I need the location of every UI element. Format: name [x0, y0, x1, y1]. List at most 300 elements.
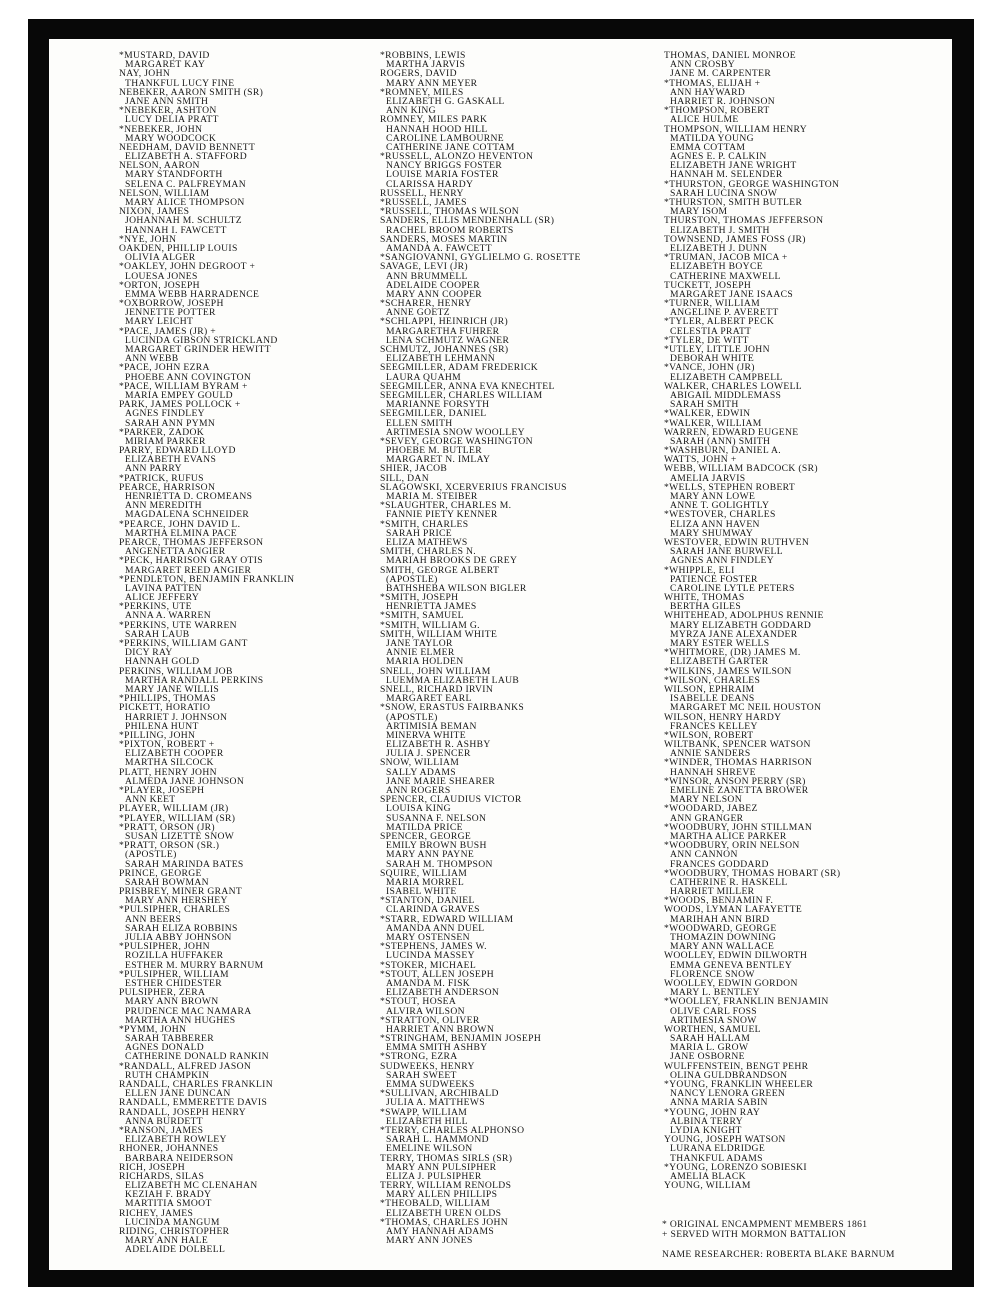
name-entry: ELLEN SMITH — [386, 417, 453, 429]
name-entry: HARRIET J. JOHNSON — [125, 711, 228, 723]
name-entry: BARBARA NEIDERSON — [125, 1152, 234, 1164]
name-entry: *UTLEY, LITTLE JOHN — [664, 344, 770, 355]
name-entry: ELIZABETH G. GASKALL — [386, 95, 505, 107]
name-entry: ELIZABETH BOYCE — [670, 261, 763, 273]
name-column-1 — [119, 51, 294, 1255]
name-entry: *PECK, HARRISON GRAY OTIS — [119, 555, 263, 567]
name-entry: MARY SHUMWAY — [670, 527, 754, 539]
name-entry: *PRATT, ORSON (JR) — [119, 821, 215, 833]
name-entry: MARY ANN HALE — [125, 1235, 209, 1247]
name-entry: SARAH BOWMAN — [125, 876, 209, 888]
name-entry: SARAH TABBERER — [125, 1033, 214, 1045]
name-entry: ELLEN JANE DUNCAN — [125, 1088, 231, 1100]
name-entry: JENNETTE POTTER — [125, 307, 216, 319]
name-entry: *YOUNG, JOHN RAY — [664, 1106, 761, 1118]
name-entry: OAKDEN, PHILLIP LOUIS — [119, 242, 238, 254]
name-entry: JULIA ABBY JOHNSON — [125, 932, 232, 943]
name-entry: MARY JANE WILLIS — [125, 683, 220, 695]
name-entry: ELIZABETH COOPER — [125, 748, 224, 760]
name-entry: PICKETT, HORATIO — [119, 702, 211, 714]
name-entry: RICH, JOSEPH — [119, 1161, 186, 1173]
name-entry: MATILDA YOUNG — [670, 132, 754, 144]
name-entry: ROZILLA HUFFAKER — [125, 950, 224, 962]
name-entry: MARY ANN BROWN — [125, 996, 219, 1008]
name-entry: DICY RAY — [125, 647, 173, 659]
name-entry: NIXON, JAMES — [119, 206, 190, 218]
name-entry: MARY ISOM — [670, 206, 728, 218]
name-entry: ALMEDA JANE JOHNSON — [125, 775, 245, 787]
name-entry: LUEMMA ELIZABETH LAUB — [386, 674, 520, 686]
name-entry: EMMA WEBB HARRADENCE — [125, 288, 260, 300]
name-entry: *MUSTARD, DAVID — [119, 50, 210, 61]
name-entry: CAROLINE LAMBOURNE — [386, 132, 504, 144]
name-entry: YOUNG, WILLIAM — [664, 1180, 751, 1192]
name-entry: ALVIRA WILSON — [386, 1005, 465, 1017]
name-entry: THURSTON, THOMAS JEFFERSON — [664, 215, 824, 227]
name-entry: ELIZABETH J. DUNN — [670, 242, 768, 254]
name-entry: *WILSON, ROBERT — [664, 729, 754, 741]
name-entry: RACHEL BROOM ROBERTS — [386, 224, 514, 236]
name-entry: ANNE T. GOLIGHTLY — [670, 500, 770, 512]
name-entry: ANN HAYWARD — [670, 86, 746, 98]
name-entry: RANDALL, JOSEPH HENRY — [119, 1106, 247, 1118]
name-entry: ANN KEET — [125, 794, 176, 806]
name-entry: ELIZABETH EVANS — [125, 454, 217, 466]
name-entry: KEZIAH F. BRADY — [125, 1189, 212, 1201]
name-entry: CATHERINE MAXWELL — [670, 270, 781, 282]
name-entry: SUSANNA F. NELSON — [386, 812, 487, 824]
name-entry: SARAH SWEET — [386, 1069, 457, 1081]
name-entry: *WOODBURY, THOMAS HOBART (SR) — [664, 867, 841, 879]
name-entry: ARTIMESIA SNOW WOOLLEY — [386, 426, 525, 438]
name-entry: *WILSON, CHARLES — [664, 674, 761, 686]
document-page — [49, 39, 952, 1270]
name-entry: MARY ANN WALLACE — [670, 941, 775, 953]
name-entry: *THURSTON, SMITH BUTLER — [664, 197, 803, 208]
footnotes — [662, 1220, 895, 1260]
name-entry: *TYLER, ALBERT PECK — [664, 316, 775, 328]
name-entry: ANGENETTA ANGIER — [125, 546, 226, 558]
name-entry: LOUISA KING — [386, 803, 451, 815]
name-entry: SNOW, WILLIAM — [380, 757, 460, 769]
name-entry: SMITH, WILLIAM WHITE — [380, 628, 498, 640]
name-entry: *THURSTON, GEORGE WASHINGTON — [664, 178, 840, 190]
name-entry: SILL, DAN — [380, 472, 429, 484]
name-entry: SEEGMILLER, CHARLES WILLIAM — [380, 389, 543, 401]
name-entry: PLATT, HENRY JOHN — [119, 766, 217, 778]
name-entry: WHITEHEAD, ADOLPHUS RENNIE — [664, 610, 824, 622]
name-entry: MARGARETHA FUHRER — [386, 325, 500, 337]
name-entry: MARY ANN HERSHEY — [125, 895, 228, 907]
name-entry: NANCY BRIGGS FOSTER — [386, 160, 503, 172]
name-entry: *WOODBURY, ORIN NELSON — [664, 840, 800, 852]
name-entry: *PATRICK, RUFUS — [119, 472, 204, 484]
name-entry: MARY ELIZABETH GODDARD — [670, 619, 812, 631]
name-entry: ANNA MARIA SABIN — [670, 1097, 768, 1109]
name-entry: WILSON, EPHRAIM — [664, 683, 755, 695]
name-entry: WOOLLEY, EDWIN DILWORTH — [664, 950, 808, 962]
name-entry: RHONER, JOHANNES — [119, 1143, 219, 1155]
name-entry: MARGARET KAY — [125, 59, 206, 71]
name-entry: OLIVIA ALGER — [125, 252, 196, 264]
name-entry: *RUSSELL, ALONZO HEVENTON — [380, 151, 534, 163]
name-entry: *SCHARER, HENRY — [380, 298, 472, 310]
name-entry: MATILDA PRICE — [386, 821, 463, 833]
name-entry: *NEBEKER, ASHTON — [119, 105, 217, 117]
name-entry: MARY OSTENSEN — [386, 932, 470, 943]
name-entry: ISABEL WHITE — [386, 886, 457, 898]
name-entry: WILTBANK, SPENCER WATSON — [664, 739, 811, 751]
name-entry: CELESTIA PRATT — [670, 325, 752, 337]
name-entry: RUTH CHAMPKIN — [125, 1069, 210, 1081]
name-entry: *TRUMAN, JACOB MICA + — [664, 252, 788, 264]
name-entry: MARY NELSON — [670, 794, 742, 806]
name-entry: MAGDALENA SCHNEIDER — [125, 509, 250, 521]
name-entry: *TYLER, DE WITT — [664, 334, 749, 346]
name-entry: ELIZA ANN HAVEN — [670, 518, 760, 530]
name-entry: AMELIA JARVIS — [670, 472, 746, 484]
name-entry: WORTHEN, SAMUEL — [664, 1023, 761, 1035]
name-entry: SARAH M. THOMPSON — [386, 858, 493, 870]
name-entry: *THOMAS, ELIJAH + — [664, 77, 761, 89]
name-entry: *SMITH, CHARLES — [380, 518, 469, 530]
name-entry: MARIA MORREL — [386, 876, 465, 888]
name-entry: FANNIE PIETY KENNER — [386, 509, 498, 521]
name-entry: *WESTOVER, CHARLES — [664, 509, 776, 521]
name-entry: LENA SCHMUTZ WAGNER — [386, 334, 510, 346]
name-entry: *PARKER, ZADOK — [119, 426, 205, 438]
name-entry: NEBEKER, AARON SMITH (SR) — [119, 86, 264, 98]
name-entry: *STEPHENS, JAMES W. — [380, 941, 487, 953]
name-entry: SUSAN LIZETTE SNOW — [125, 830, 235, 842]
name-entry: JANE TAYLOR — [386, 638, 453, 649]
name-entry: AMANDA ANN DUEL — [386, 922, 485, 934]
name-entry: MARGARET JANE ISAACS — [670, 288, 794, 300]
name-entry: *PACE, JOHN EZRA — [119, 362, 210, 374]
name-entry: RICHARDS, SILAS — [119, 1170, 205, 1182]
name-entry: DEBORAH WHITE — [670, 353, 755, 365]
name-entry: PATIENCE FOSTER — [670, 573, 758, 585]
name-entry: MARTITIA SMOOT — [125, 1198, 212, 1210]
name-entry: ELIZABETH R. ASHBY — [386, 739, 491, 751]
name-entry: *STANTON, DANIEL — [380, 895, 475, 907]
name-entry: *PYMM, JOHN — [119, 1023, 187, 1035]
name-entry: WULFFENSTEIN, BENGT PEHR — [664, 1060, 809, 1072]
name-entry: MARIA M. STEIBER — [386, 491, 478, 502]
name-entry: NANCY LENORA GREEN — [670, 1088, 786, 1100]
name-entry: AGNES ANN FINDLEY — [670, 555, 775, 567]
name-entry: JOHANNAH M. SCHULTZ — [125, 215, 242, 227]
name-entry: WILSON, HENRY HARDY — [664, 711, 782, 723]
name-entry: *SULLIVAN, ARCHIBALD — [380, 1088, 499, 1100]
name-entry: AGNES FINDLEY — [125, 408, 205, 420]
name-entry: EMMA GENEVA BENTLEY — [670, 959, 793, 971]
name-entry: PRUDENCE MAC NAMARA — [125, 1005, 252, 1017]
name-entry: WESTOVER, EDWIN RUTHVEN — [664, 536, 810, 548]
name-entry: *PLAYER, JOSEPH — [119, 785, 205, 796]
name-researcher-credit: NAME RESEARCHER: ROBERTA BLAKE BARNUM — [662, 1249, 895, 1260]
name-entry: *SMITH, SAMUEL — [380, 610, 464, 622]
legend-mormon-battalion: + SERVED WITH MORMON BATTALION — [662, 1229, 847, 1240]
name-entry: *STRATTON, OLIVER — [380, 1014, 480, 1026]
name-entry: WOOLLEY, EDWIN GORDON — [664, 977, 798, 989]
name-entry: WARREN, EDWARD EUGENE — [664, 426, 799, 438]
name-entry: AGNES E. P. CALKIN — [670, 151, 767, 163]
name-entry: *RANSON, JAMES — [119, 1124, 204, 1136]
name-entry: RIDING, CHRISTOPHER — [119, 1226, 230, 1237]
name-entry: *SWAPP, WILLIAM — [380, 1106, 468, 1118]
name-entry: MARTHA ELMINA PACE — [125, 527, 237, 539]
name-entry: NELSON, AARON — [119, 160, 200, 172]
name-entry: CATHERINE DONALD RANKIN — [125, 1051, 269, 1063]
name-entry: SARAH HALLAM — [670, 1033, 751, 1045]
name-entry: PHOEBE ANN COVINGTON — [125, 371, 252, 383]
name-entry: SEEGMILLER, DANIEL — [380, 408, 487, 420]
name-entry: *RANDALL, ALFRED JASON — [119, 1060, 252, 1072]
name-entry: *SLAUGHTER, CHARLES M. — [380, 500, 512, 512]
name-entry: WHITE, THOMAS — [664, 592, 745, 604]
name-entry: MARY ANN JONES — [386, 1235, 473, 1247]
name-entry: MARTHA JARVIS — [386, 59, 466, 71]
name-entry: ANN WEBB — [125, 353, 179, 365]
name-entry: ELIZABETH GARTER — [670, 656, 769, 668]
name-entry: SANDERS, ELLIS MENDENHALL (SR) — [380, 215, 555, 227]
name-entry: MARGARET EARL — [386, 693, 472, 705]
name-entry: JANE OSBORNE — [670, 1051, 745, 1063]
name-entry: LYDIA KNIGHT — [670, 1124, 742, 1136]
name-entry: FRANCES GODDARD — [670, 858, 769, 870]
name-entry: *THEOBALD, WILLIAM — [380, 1198, 491, 1210]
name-entry: THANKFUL ADAMS — [670, 1152, 763, 1164]
name-entry: ALBINA TERRY — [670, 1115, 744, 1127]
name-entry: *PULSIPHER, WILLIAM — [119, 968, 229, 980]
name-entry: *PACE, WILLIAM BYRAM + — [119, 380, 248, 392]
name-entry: *WELLS, STEPHEN ROBERT — [664, 481, 796, 493]
name-entry: MARTHA ALICE PARKER — [670, 830, 787, 842]
name-entry: AMELIA BLACK — [670, 1170, 746, 1182]
name-entry: EMELINE WILSON — [386, 1143, 473, 1155]
name-entry: MINERVA WHITE — [386, 729, 466, 741]
name-entry: ANN ROGERS — [386, 785, 451, 796]
name-entry: MARIHAH ANN BIRD — [670, 913, 770, 925]
name-entry: MARY ANN LOWE — [670, 491, 756, 502]
name-entry: *SNOW, ERASTUS FAIRBANKS — [380, 702, 525, 714]
name-entry: BERTHA GILES — [670, 601, 742, 613]
name-entry: SQUIRE, WILLIAM — [380, 867, 468, 879]
name-entry: LAVINA PATTEN — [125, 582, 202, 594]
name-entry: MIRIAM PARKER — [125, 435, 206, 447]
name-entry: *YOUNG, LORENZO SOBIESKI — [664, 1161, 807, 1173]
name-entry: *RUSSELL, THOMAS WILSON — [380, 206, 520, 218]
name-entry: *STOUT, HOSEA — [380, 996, 457, 1008]
name-entry: *WOODBURY, JOHN STILLMAN — [664, 821, 813, 833]
name-entry: ABIGAIL MIDDLEMASS — [670, 389, 782, 401]
name-entry: THANKFUL LUCY FINE — [125, 77, 235, 89]
name-entry: HENRIETTA D. CROMEANS — [125, 491, 253, 502]
name-column-2 — [380, 51, 581, 1245]
name-entry: MARY ESTER WELLS — [670, 638, 770, 649]
name-entry: *NEBEKER, JOHN — [119, 123, 203, 135]
name-entry: JULIA J. SPENCER — [386, 748, 471, 760]
name-entry: *PILLING, JOHN — [119, 729, 196, 741]
name-entry: PRINCE, GEORGE — [119, 867, 202, 879]
name-entry: EMMA SUDWEEKS — [386, 1079, 475, 1090]
name-entry: *TURNER, WILLIAM — [664, 298, 761, 310]
name-entry: JULIA A. MATTHEWS — [386, 1097, 485, 1109]
name-entry: CLARISSA HARDY — [386, 178, 474, 190]
name-entry: *PERKINS, WILLIAM GANT — [119, 638, 248, 649]
name-entry: *PACE, JAMES (JR) + — [119, 325, 217, 337]
name-entry: ALICE HULME — [670, 114, 739, 126]
name-entry: ARTIMESIA SNOW — [670, 1014, 757, 1026]
name-entry: FLORENCE SNOW — [670, 968, 755, 980]
name-entry: WALKER, CHARLES LOWELL — [664, 380, 802, 392]
name-entry: *PERKINS, UTE WARREN — [119, 619, 237, 631]
name-entry: MARY ANN MEYER — [386, 77, 478, 89]
name-entry: *ROMNEY, MILES — [380, 86, 464, 98]
name-entry: ELIZABETH JANE WRIGHT — [670, 160, 797, 172]
name-entry: CATHERINE JANE COTTAM — [386, 141, 515, 153]
name-entry: HARRIET MILLER — [670, 886, 755, 898]
name-entry: RICHEY, JAMES — [119, 1207, 194, 1219]
name-entry: HARRIET ANN BROWN — [386, 1023, 495, 1035]
name-entry: HANNAH SHREVE — [670, 766, 756, 778]
name-entry: WOODS, LYMAN LAFAYETTE — [664, 904, 803, 916]
name-entry: TOWNSEND, JAMES FOSS (JR) — [664, 233, 806, 245]
name-entry: *WASHBURN, DANIEL A. — [664, 445, 781, 457]
name-entry: *RUSSELL, JAMES — [380, 197, 467, 208]
name-entry: PARRY, EDWARD LLOYD — [119, 445, 236, 457]
name-entry: YOUNG, JOSEPH WATSON — [664, 1134, 786, 1146]
name-entry: LURANA ELDRIDGE — [670, 1143, 766, 1155]
name-entry: MARGARET MC NEIL HOUSTON — [670, 702, 822, 714]
name-entry: HANNAH I. FAWCETT — [125, 224, 227, 236]
name-entry: LUCINDA MASSEY — [386, 950, 475, 962]
name-entry: ANNE GOETZ — [386, 307, 450, 319]
name-entry: ANN PARRY — [125, 463, 182, 475]
name-entry: *VANCE, JOHN (JR) — [664, 362, 755, 374]
name-entry: ALICE JEFFERY — [125, 592, 200, 604]
name-entry: *PULSIPHER, CHARLES — [119, 904, 231, 916]
name-entry: MARIA EMPEY GOULD — [125, 389, 233, 401]
name-entry: SPENCER, GEORGE — [380, 830, 472, 842]
name-entry: SARAH MARINDA BATES — [125, 858, 244, 870]
name-entry: RUSSELL, HENRY — [380, 187, 464, 199]
name-entry: CAROLINE LYTLE PETERS — [670, 582, 795, 594]
name-entry: TUCKETT, JOSEPH — [664, 279, 752, 291]
name-entry: NAY, JOHN — [119, 68, 171, 80]
name-entry: *TERRY, CHARLES ALPHONSO — [380, 1124, 525, 1136]
name-entry: *THOMPSON, ROBERT — [664, 105, 770, 117]
name-entry: *WOOLLEY, FRANKLIN BENJAMIN — [664, 996, 829, 1008]
name-entry: PHOEBE M. BUTLER — [386, 445, 482, 457]
name-entry: ELIZABETH HILL — [386, 1115, 468, 1127]
name-entry: BATHSHEBA WILSON BIGLER — [386, 582, 527, 594]
name-entry: PARK, JAMES POLLOCK + — [119, 399, 241, 411]
name-entry: HANNAH M. SELENDER — [670, 169, 783, 181]
name-entry: EMMA SMITH ASHBY — [386, 1042, 488, 1054]
name-entry: *OAKLEY, JOHN DEGROOT + — [119, 261, 256, 273]
name-entry: (APOSTLE) — [386, 711, 438, 723]
name-entry: LUCINDA MANGUM — [125, 1216, 220, 1228]
name-entry: SEEGMILLER, ANNA EVA KNECHTEL — [380, 380, 555, 392]
name-entry: SCHMUTZ, JOHANNES (SR) — [380, 344, 509, 355]
name-entry: MARGARET REED ANGIER — [125, 564, 252, 576]
name-entry: MARY ANN COOPER — [386, 288, 483, 300]
name-entry: PEARCE, THOMAS JEFFERSON — [119, 536, 264, 548]
name-entry: *THOMAS, CHARLES JOHN — [380, 1216, 509, 1228]
name-entry: THOMAS, DANIEL MONROE — [664, 50, 796, 61]
name-entry: PHILENA HUNT — [125, 720, 199, 732]
name-entry: MARY LEICHT — [125, 316, 194, 328]
name-entry: *WINDER, THOMAS HARRISON — [664, 757, 813, 769]
name-entry: AMY HANNAH ADAMS — [386, 1226, 495, 1237]
name-entry: ANNA A. WARREN — [125, 610, 212, 622]
name-entry: SARAH L. HAMMOND — [386, 1134, 489, 1146]
name-entry: MARY L. BENTLEY — [670, 987, 760, 999]
name-entry: SARAH SMITH — [670, 399, 739, 411]
name-entry: ELIZA J. PULSIPHER — [386, 1170, 482, 1182]
name-entry: SHIER, JACOB — [380, 463, 448, 475]
name-entry: *PERKINS, UTE — [119, 601, 192, 613]
name-entry: PEARCE, HARRISON — [119, 481, 216, 493]
name-entry: HANNAH GOLD — [125, 656, 200, 668]
name-entry: MARY ANN PAYNE — [386, 849, 475, 861]
name-entry: LOUISE MARIA FOSTER — [386, 169, 499, 181]
name-column-3 — [664, 51, 840, 1190]
name-entry: *PHILLIPS, THOMAS — [119, 693, 216, 705]
name-entry: SARAH PRICE — [386, 527, 452, 539]
name-entry: *WOODS, BENJAMIN F. — [664, 895, 774, 907]
name-entry: PERKINS, WILLIAM JOB — [119, 665, 233, 677]
name-entry: ANNIE SANDERS — [670, 748, 751, 760]
name-entry: WEBB, WILLIAM BADCOCK (SR) — [664, 463, 818, 475]
name-entry: *OXBORROW, JOSEPH — [119, 298, 224, 310]
name-entry: RANDALL, CHARLES FRANKLIN — [119, 1079, 273, 1090]
name-entry: CLARINDA GRAVES — [386, 904, 480, 916]
name-entry: ELIZA MATHEWS — [386, 536, 468, 548]
name-entry: ELIZABETH J. SMITH — [670, 224, 770, 236]
name-entry: EMELINE ZANETTA BROWER — [670, 785, 809, 796]
name-entry: *SANGIOVANNI, GYGLIELMO G. ROSETTE — [380, 252, 581, 264]
name-entry: SUDWEEKS, HENRY — [380, 1060, 475, 1072]
name-entry: *ROBBINS, LEWIS — [380, 50, 466, 61]
name-entry: *SMITH, JOSEPH — [380, 592, 459, 604]
name-entry: SARAH ANN PYMN — [125, 417, 216, 429]
name-entry: SNELL, RICHARD IRVIN — [380, 683, 494, 695]
name-entry: LUCINDA GIBSON STRICKLAND — [125, 334, 278, 346]
name-entry: ANN CROSBY — [670, 59, 736, 71]
name-entry: ISABELLE DEANS — [670, 693, 755, 705]
name-entry: SLAGOWSKI, XCERVERIUS FRANCISUS — [380, 481, 567, 493]
name-entry: *WOODARD, JABEZ — [664, 803, 758, 815]
name-entry: ANN GRANGER — [670, 812, 744, 824]
name-entry: *PEARCE, JOHN DAVID L. — [119, 518, 241, 530]
name-entry: ROMNEY, MILES PARK — [380, 114, 488, 126]
name-entry: *PULSIPHER, JOHN — [119, 941, 210, 953]
name-entry: ANN KING — [386, 105, 436, 117]
name-entry: (APOSTLE) — [125, 849, 177, 861]
name-entry: *SMITH, WILLIAM G. — [380, 619, 480, 631]
name-entry: SMITH, GEORGE ALBERT — [380, 564, 500, 576]
name-entry: ELIZABETH LEHMANN — [386, 353, 496, 365]
name-entry: MARY ALICE THOMPSON — [125, 197, 245, 208]
name-entry: OLIVE CARL FOSS — [670, 1005, 757, 1017]
name-entry: *PENDLETON, BENJAMIN FRANKLIN — [119, 573, 295, 585]
name-entry: MARY ALLEN PHILLIPS — [386, 1189, 498, 1201]
name-entry: WATTS, JOHN + — [664, 454, 737, 466]
name-entry: NEEDHAM, DAVID BENNETT — [119, 141, 256, 153]
